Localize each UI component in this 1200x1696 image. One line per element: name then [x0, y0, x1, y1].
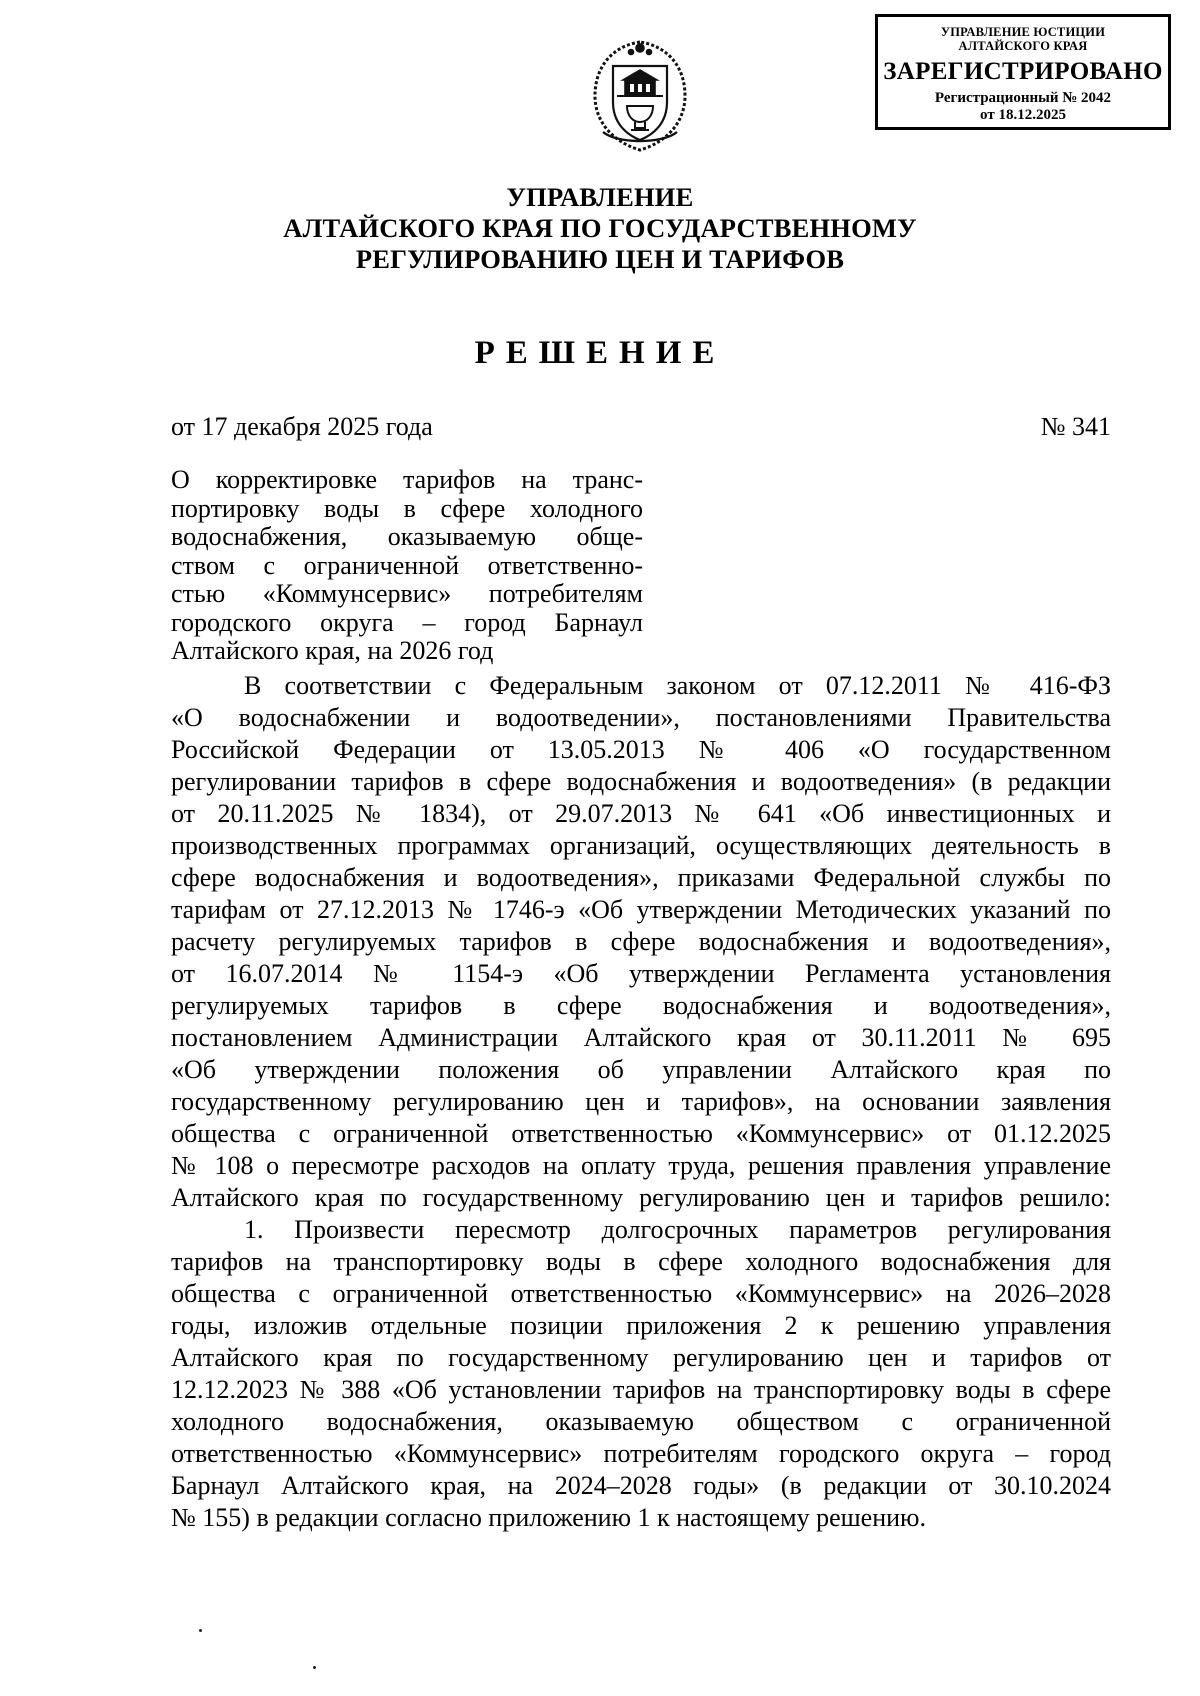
stamp-reg-date: от 18.12.2025 — [980, 107, 1066, 123]
body-line: регулировании тарифов в сфере водоснабжения и водоотведения» (в редакции — [171, 767, 1111, 796]
body-line: 1. Произвести пересмотр долгосрочных параметров регулирования — [244, 1215, 1111, 1244]
body-line: производственных программах организаций, осуществляющих деятельность в — [171, 831, 1111, 860]
body-line: постановлением Администрации Алтайского края от 30.11.2011 № 695 — [171, 1023, 1111, 1052]
decision-date: от 17 декабря 2025 года — [171, 412, 433, 441]
issuing-authority — [0, 182, 1200, 275]
scan-speck — [199, 1629, 202, 1632]
body-line: В соответствии с Федеральным законом от 07.12.2011 № 416-ФЗ — [244, 671, 1111, 700]
subject-line: О корректировке тарифов на транс- — [171, 465, 643, 494]
body-line: сфере водоснабжения и водоотведения», приказами Федеральной службы по — [171, 863, 1111, 892]
body-line: Российской Федерации от 13.05.2013 № 406 «О государственном — [171, 735, 1111, 764]
body-line: регулируемых тарифов в сфере водоснабжения и водоотведения», — [171, 991, 1111, 1020]
body-line: ответственностью «Коммунсервис» потребителям городского округа – город — [171, 1439, 1111, 1468]
subject-line: ством с ограниченной ответственно- — [171, 550, 643, 580]
body-line: Алтайского края по государственному регулированию цен и тарифов решило: — [171, 1183, 1111, 1212]
subject-line: портировку воды в сфере холодного — [171, 493, 643, 523]
decision-number: № 341 — [1040, 412, 1111, 441]
body-line: Алтайского края по государственному регулированию цен и тарифов от — [171, 1343, 1111, 1372]
subject-line: Алтайского края, на 2026 год — [171, 636, 494, 665]
stamp-reg-number: Регистрационный № 2042 — [934, 90, 1112, 106]
body-line: общества с ограниченной ответственностью «Коммунсервис» на 2026–2028 — [171, 1279, 1111, 1308]
body-line: 12.12.2023 № 388 «Об установлении тарифов на транспортировку воды в сфере — [171, 1375, 1111, 1404]
body-line: тарифам от 27.12.2013 № 1746-э «Об утверждении Методических указаний по — [171, 895, 1111, 924]
subject-line: городского округа – город Барнаул — [171, 607, 643, 637]
body-line: государственному регулированию цен и тарифов», на основании заявления — [171, 1087, 1111, 1116]
document-type-title: РЕШЕНИЕ — [474, 335, 726, 371]
body-line: № 155) в редакции согласно приложению 1 к настоящему решению. — [171, 1503, 926, 1532]
body-line: «О водоснабжении и водоотведении», постановлениями Правительства — [171, 703, 1111, 732]
stamp-org-line-2: АЛТАЙСКОГО КРАЯ — [958, 39, 1088, 53]
body-line: общества с ограниченной ответственностью «Коммунсервис» от 01.12.2025 — [171, 1119, 1111, 1148]
body-line: тарифов на транспортировку воды в сфере холодного водоснабжения для — [171, 1247, 1111, 1276]
body-line: № 108 о пересмотре расходов на оплату труда, решения правления управление — [171, 1151, 1111, 1180]
body-line: расчету регулируемых тарифов в сфере водоснабжения и водоотведения», — [171, 927, 1111, 956]
body-line: холодного водоснабжения, оказываемую обществом с ограниченной — [171, 1407, 1111, 1436]
body-line: от 16.07.2014 № 1154-э «Об утверждении Регламента установления — [171, 959, 1111, 988]
decision-subject — [171, 466, 643, 666]
stamp-status: ЗАРЕГИСТРИРОВАНО — [883, 58, 1163, 85]
authority-line-2: АЛТАЙСКОГО КРАЯ ПО ГОСУДАРСТВЕННОМУ — [283, 213, 917, 243]
body-line: годы, изложив отдельные позиции приложения 2 к решению управления — [171, 1311, 1111, 1340]
body-line: Барнаул Алтайского края, на 2024–2028 годы» (в редакции от 30.10.2024 — [171, 1471, 1111, 1500]
altai-krai-coat-of-arms-icon — [583, 36, 697, 156]
body-line: от 20.11.2025 № 1834), от 29.07.2013 № 641 «Об инвестиционных и — [171, 799, 1111, 828]
decision-body — [171, 670, 1111, 1534]
date-number-line — [171, 412, 1111, 442]
authority-line-3: РЕГУЛИРОВАНИЮ ЦЕН И ТАРИФОВ — [355, 244, 845, 274]
stamp-org-line-1: УПРАВЛЕНИЕ ЮСТИЦИИ — [940, 25, 1106, 39]
scan-speck — [313, 1666, 316, 1669]
body-line: «Об утверждении положения об управлении Алтайского края по — [171, 1055, 1111, 1084]
authority-line-1: УПРАВЛЕНИЕ — [506, 182, 694, 212]
registration-stamp — [875, 14, 1171, 130]
subject-line: водоснабжения, оказываемую обще- — [171, 522, 643, 551]
subject-line: стью «Коммунсервис» потребителям — [171, 579, 643, 608]
